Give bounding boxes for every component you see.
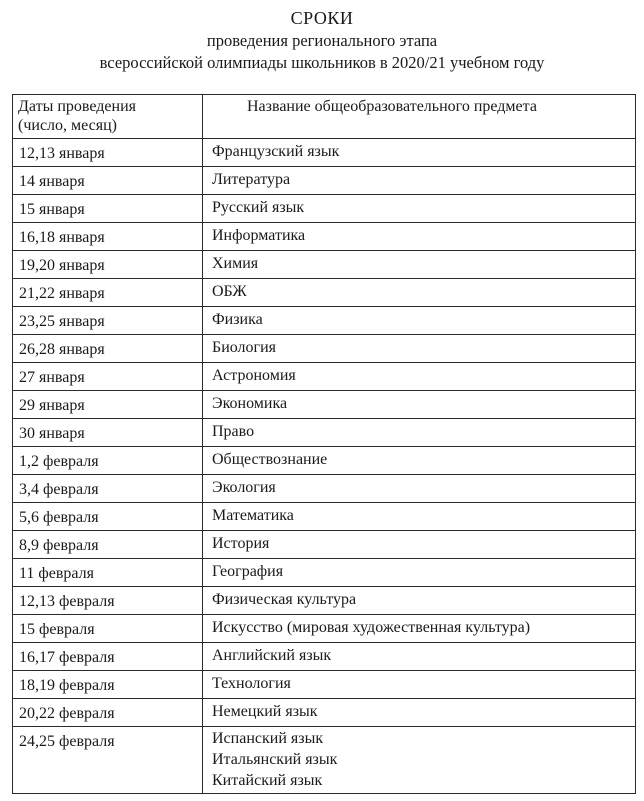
subject-cell	[203, 531, 636, 559]
date-cell	[13, 531, 203, 559]
row-date: 16,18 января	[19, 229, 105, 246]
row-date: 14 января	[19, 173, 85, 190]
subject-cell	[203, 279, 636, 307]
row-subject: Французский язык	[212, 143, 340, 160]
document-subtitle-line-2: всероссийской олимпиады школьников в 2020/21 учебном году	[99, 53, 545, 72]
date-cell	[13, 587, 203, 615]
subject-cell	[203, 643, 636, 671]
subject-cell	[203, 251, 636, 279]
subject-cell	[203, 503, 636, 531]
table-row	[13, 531, 636, 559]
subject-cell	[203, 559, 636, 587]
row-date: 5,6 февраля	[19, 509, 99, 526]
row-subject: Физика	[212, 311, 263, 328]
table-row	[13, 335, 636, 363]
subject-cell	[203, 447, 636, 475]
row-subject: Итальянский язык	[212, 751, 338, 768]
date-cell	[13, 251, 203, 279]
table-row	[13, 167, 636, 195]
row-date: 30 января	[19, 425, 85, 442]
subject-cell	[203, 699, 636, 727]
document-title: СРОКИ	[290, 8, 354, 28]
date-cell	[13, 195, 203, 223]
table-row	[13, 391, 636, 419]
table-row	[13, 503, 636, 531]
header-date-label: Даты проведения (число, месяц)	[18, 98, 136, 134]
row-date: 1,2 февраля	[19, 453, 99, 470]
row-subject: Искусство (мировая художественная культура)	[212, 619, 531, 636]
row-date: 11 февраля	[19, 565, 95, 582]
table-row	[13, 475, 636, 503]
date-cell	[13, 363, 203, 391]
subject-cell	[203, 223, 636, 251]
row-subject: Технология	[212, 675, 291, 692]
row-subject: Китайский язык	[212, 772, 323, 789]
date-cell	[13, 475, 203, 503]
row-date: 16,17 февраля	[19, 649, 115, 666]
row-date: 29 января	[19, 397, 85, 414]
table-row	[13, 587, 636, 615]
row-subject: Экономика	[212, 395, 288, 412]
row-subject: Физическая культура	[212, 591, 357, 608]
date-cell	[13, 643, 203, 671]
row-date: 12,13 января	[19, 145, 105, 162]
row-subject: Испанский язык	[212, 730, 324, 747]
subject-cell	[203, 615, 636, 643]
subject-cell	[203, 587, 636, 615]
row-date: 21,22 января	[19, 285, 105, 302]
row-subject: Астрономия	[212, 367, 296, 384]
row-subject: Химия	[212, 255, 259, 272]
date-cell	[13, 139, 203, 167]
row-date: 12,13 февраля	[19, 593, 115, 610]
row-date: 26,28 января	[19, 341, 105, 358]
date-cell	[13, 391, 203, 419]
row-subject: Экология	[212, 479, 276, 496]
table-row	[13, 643, 636, 671]
subject-cell	[203, 419, 636, 447]
row-subject: ОБЖ	[212, 283, 247, 300]
row-date: 19,20 января	[19, 257, 105, 274]
row-subject: Английский язык	[212, 647, 332, 664]
date-cell	[13, 503, 203, 531]
row-date: 3,4 февраля	[19, 481, 99, 498]
row-subject: Немецкий язык	[212, 703, 318, 720]
date-cell	[13, 335, 203, 363]
header-subject-label: Название общеобразовательного предмета	[247, 98, 537, 115]
table-row	[13, 447, 636, 475]
date-cell	[13, 671, 203, 699]
date-cell	[13, 279, 203, 307]
subject-cell	[203, 195, 636, 223]
subject-cell	[203, 727, 636, 794]
table-row	[13, 363, 636, 391]
table-row	[13, 671, 636, 699]
row-date: 24,25 февраля	[19, 733, 115, 750]
date-cell	[13, 447, 203, 475]
date-cell	[13, 223, 203, 251]
date-cell	[13, 559, 203, 587]
subject-cell	[203, 307, 636, 335]
subject-cell	[203, 391, 636, 419]
document-header	[0, 6, 644, 74]
subject-cell	[203, 363, 636, 391]
row-subject: Обществознание	[212, 451, 328, 468]
subject-cell	[203, 139, 636, 167]
row-subject: Русский язык	[212, 199, 305, 216]
date-cell	[13, 615, 203, 643]
table-row	[13, 195, 636, 223]
row-subject: Литература	[212, 171, 291, 188]
table-row	[13, 279, 636, 307]
table-row	[13, 419, 636, 447]
table-row	[13, 699, 636, 727]
date-cell	[13, 307, 203, 335]
row-subject: Математика	[212, 507, 294, 524]
subject-cell	[203, 167, 636, 195]
row-subject: Биология	[212, 339, 277, 356]
table-row	[13, 559, 636, 587]
date-cell	[13, 419, 203, 447]
row-subject: Право	[212, 423, 255, 440]
row-subject: География	[212, 563, 284, 580]
row-subject: История	[212, 535, 270, 552]
date-cell	[13, 167, 203, 195]
subject-cell	[203, 671, 636, 699]
header-cell-subject	[203, 95, 636, 139]
subject-cell	[203, 335, 636, 363]
table-row	[13, 727, 636, 794]
row-subject: Информатика	[212, 227, 306, 244]
header-cell-date	[13, 95, 203, 139]
table-row	[13, 223, 636, 251]
row-date: 8,9 февраля	[19, 537, 99, 554]
table-row	[13, 615, 636, 643]
table-row	[13, 251, 636, 279]
subject-cell	[203, 475, 636, 503]
table-row	[13, 139, 636, 167]
row-date: 15 февраля	[19, 621, 95, 638]
row-subject-list	[203, 727, 635, 793]
date-cell	[13, 699, 203, 727]
row-date: 20,22 февраля	[19, 705, 115, 722]
row-date: 18,19 февраля	[19, 677, 115, 694]
row-date: 23,25 января	[19, 313, 105, 330]
row-date: 15 января	[19, 201, 85, 218]
olympiad-schedule-table	[12, 94, 636, 794]
date-cell	[13, 727, 203, 794]
document-subtitle-line-1: проведения регионального этапа	[206, 31, 438, 50]
table-row	[13, 307, 636, 335]
row-date: 27 января	[19, 369, 85, 386]
table-header-row	[13, 95, 636, 139]
